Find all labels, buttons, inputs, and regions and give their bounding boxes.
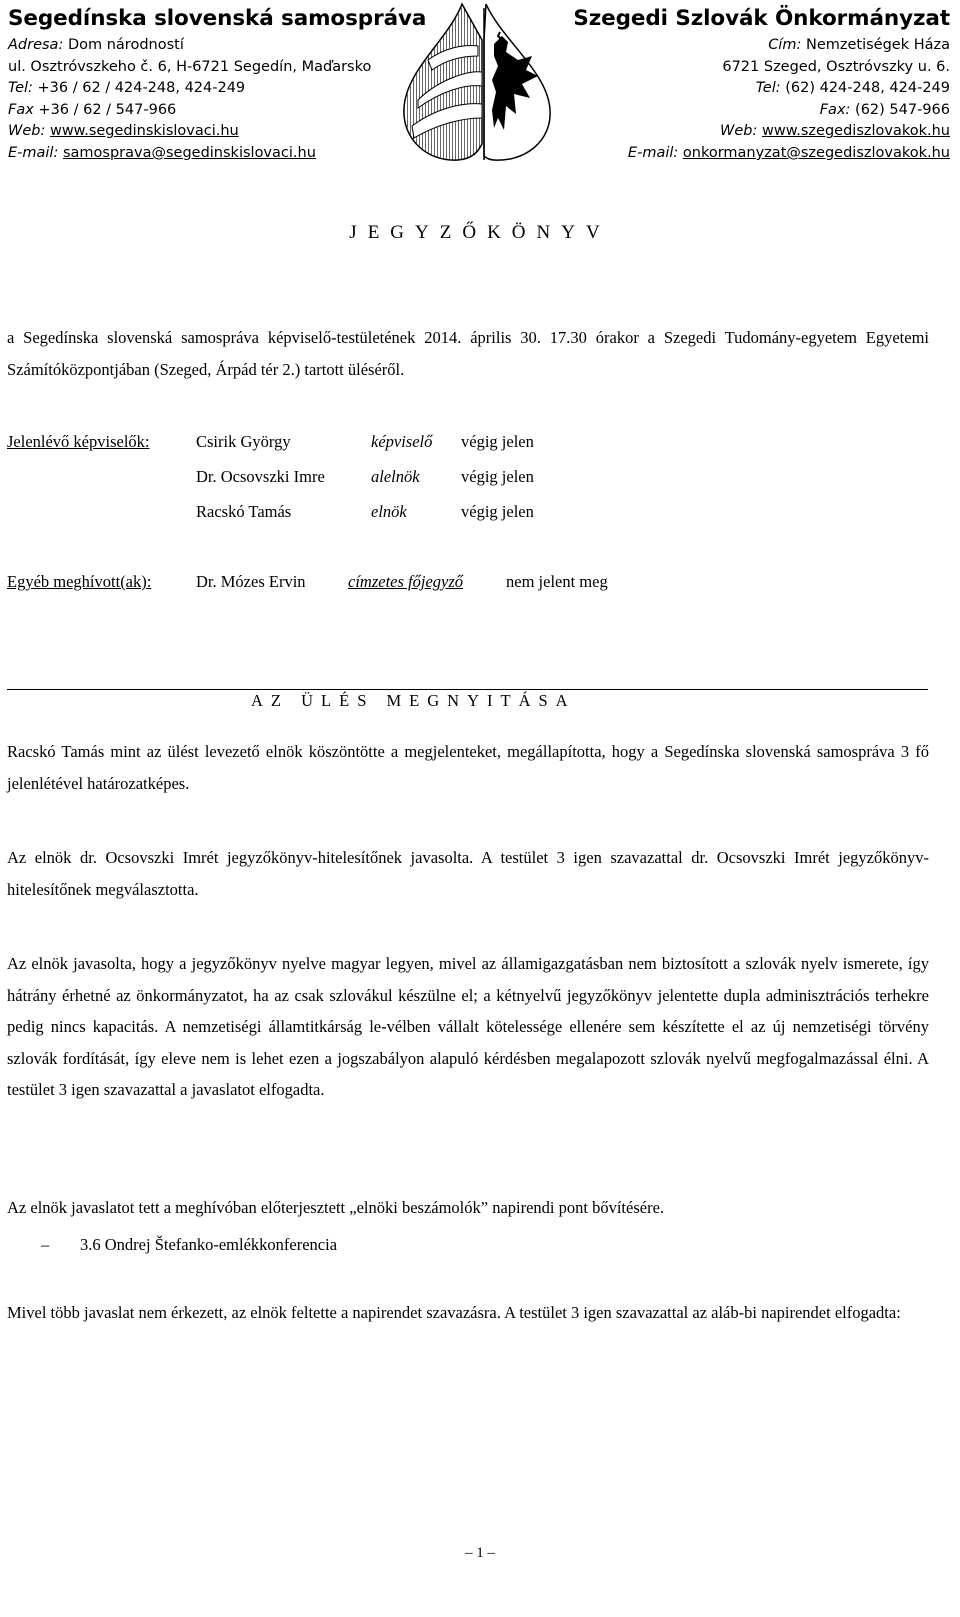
attendee-status: végig jelen [461,467,534,486]
letterhead-hungarian [550,4,950,165]
address-line: Cím: Nemzetiségek Háza [768,37,950,53]
attendee-name: Dr. Ocsovszki Imre [196,467,325,486]
paragraph-certifier: Az elnök dr. Ocsovszki Imrét jegyzőkönyv-hitelesítőnek javasolta. A testület 3 igen szavazattal dr. Ocsovszki Imrét jegyzőkönyv-hitelesítőnek megválasztotta. [7,848,929,899]
email-line: E-mail: onkormanyzat@szegediszlovakok.hu [627,144,950,161]
invited-role: címzetes főjegyző [348,572,464,591]
invited-label: Egyéb meghívott(ak): [7,572,152,591]
intro-paragraph: a Segedínska slovenská samospráva képviselő-testületének 2014. április 30. 17.30 órakor a Szegedi Tudomány-egyetem Egyetemi Számítóközpontjában (Szeged, Árpád tér 2.) tartott üléséről. [7,328,929,379]
org-name-slovak: Segedínska slovenská samospráva [8,6,427,31]
section-title: AZ ÜLÉS MEGNYITÁSA [251,691,576,710]
fax-line: Fax: (62) 547-966 [819,101,950,118]
address-line-2: 6721 Szeged, Osztróvszky u. 6. [722,58,950,75]
attendee-status: végig jelen [461,502,534,521]
letterhead-slovak [8,4,427,165]
email-line: E-mail: samosprava@segedinskislovaci.hu [8,144,316,161]
paragraph-agenda-extension: Az elnök javaslatot tett a meghívóban előterjesztett „elnöki beszámolók” napirendi pont bővítésére. [7,1198,665,1217]
invited-row [7,564,907,599]
address-line: Adresa: Dom národností [8,37,184,53]
organization-logo [398,0,570,165]
page-number: – 1 – [465,1545,495,1561]
attendee-role: alelnök [371,467,420,486]
list-item-text: 3.6 Ondrej Štefanko-emlékkonferencia [80,1235,338,1254]
document-title: JEGYZŐKÖNYV [349,222,611,243]
agenda-list-item [7,1227,907,1262]
attendees-label: Jelenlévő képviselők: [7,432,150,451]
web-link[interactable]: www.segedinskislovaci.hu [49,123,239,140]
attendees-block [7,424,907,529]
list-dash: – [41,1235,50,1254]
attendee-status: végig jelen [461,432,534,451]
paragraph-language: Az elnök javasolta, hogy a jegyzőkönyv nyelve magyar legyen, mivel az államigazgatásban nem biztosított a szlovák nyelv ismerete, így hátrány érhetné az önkormányzatot, ha az csak szlovákul készülne el; a kétnyelvű jegyzőkönyv jelentette dupla adminisztrációs terhekre pedig nincs kapacitás. A nemzetiségi államtitkárság le-vélben vállalt kötelessége ellenére sem készítette el az új nemzetiségi törvény szlovák fordítását, így eleve nem is lehet ezen a jogszabályon alapuló kérdésben megalapozott szlovák nyelvű megfogalmazással élni. A testület 3 igen szavazattal a javaslatot elfogadta. [7,954,929,1099]
paragraph-opening: Racskó Tamás mint az ülést levezető elnök köszöntötte a megjelenteket, megállapította, hogy a Segedínska slovenská samospráva 3 fő jelenlétével határozatképes. [7,742,929,793]
attendee-row [7,459,907,494]
attendee-role: elnök [371,502,407,521]
email-link[interactable]: samosprava@segedinskislovaci.hu [62,144,316,161]
web-line: Web: www.segedinskislovaci.hu [8,123,239,140]
invited-name: Dr. Mózes Ervin [196,572,306,591]
attendee-name: Csirik György [196,432,291,451]
phone-line: Tel: +36 / 62 / 424-248, 424-249 [8,80,246,97]
org-name-hungarian: Szegedi Szlovák Önkormányzat [573,6,950,31]
attendee-role: képviselő [371,432,433,451]
paragraph-agenda-vote: Mivel több javaslat nem érkezett, az elnök feltette a napirendet szavazásra. A testület 3 igen szavazattal az aláb-bi napirendet elfogadta: [7,1303,901,1322]
attendee-row [7,494,907,529]
email-link[interactable]: onkormanyzat@szegediszlovakok.hu [682,144,950,161]
phone-line: Tel: (62) 424-248, 424-249 [755,80,950,97]
fax-line: Fax +36 / 62 / 547-966 [8,101,177,118]
invited-status: nem jelent meg [506,572,608,591]
address-line-2: ul. Osztróvszkeho č. 6, H-6721 Segedín, Maďarsko [8,58,372,75]
web-link[interactable]: www.szegediszlovakok.hu [762,123,950,140]
web-line: Web: www.szegediszlovakok.hu [720,123,950,140]
section-divider [7,689,928,690]
attendee-row [7,424,907,459]
attendee-name: Racskó Tamás [196,502,292,521]
